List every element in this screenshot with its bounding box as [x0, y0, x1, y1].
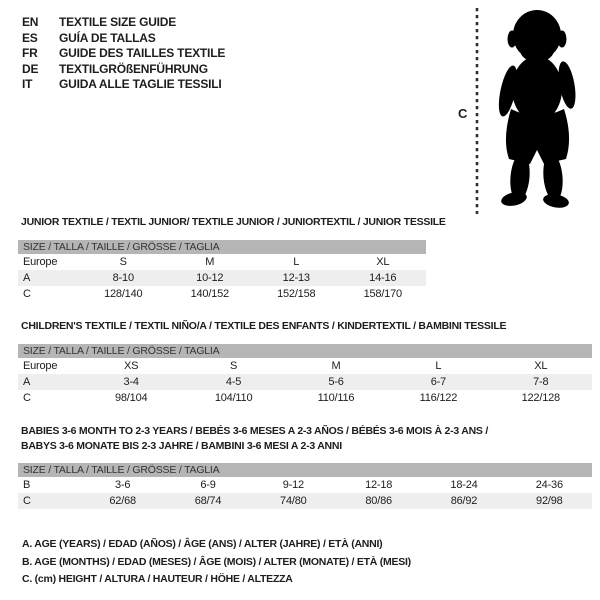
size-value-cell: XL: [376, 256, 390, 268]
size-value-cell: 68/74: [165, 493, 250, 509]
size-header-bar: SIZE / TALLA / TAILLE / GRÖSSE / TAGLIA: [18, 344, 592, 358]
size-value-cell: M: [205, 256, 215, 268]
size-value-cell: 128/140: [104, 288, 143, 300]
junior-size-table: [18, 254, 426, 302]
size-value-cell: L: [435, 360, 442, 372]
size-value-cell: 3-4: [80, 374, 182, 390]
size-value-cell: 18-24: [450, 479, 478, 491]
size-header-bar: SIZE / TALLA / TAILLE / GRÖSSE / TAGLIA: [18, 240, 426, 254]
row-label: B: [23, 479, 31, 491]
language-title-list: [22, 15, 225, 93]
size-value-cell: S: [230, 360, 238, 372]
size-value-cell: S: [119, 256, 127, 268]
language-code: IT: [22, 77, 33, 91]
row-label: Europe: [23, 360, 58, 372]
children-size-table: [18, 358, 592, 406]
note-height-cm: C. (cm) HEIGHT / ALTURA / HAUTEUR / HÖHE / ALTEZZA: [22, 573, 293, 585]
table-row: [18, 286, 426, 302]
language-code: EN: [22, 15, 39, 29]
size-value-cell: 6-9: [200, 479, 216, 491]
size-value-cell: 4-5: [182, 374, 284, 390]
table-row: [18, 254, 426, 270]
size-value-cell: 86/92: [421, 493, 506, 509]
junior-textile-section: [18, 216, 446, 302]
section-title: CHILDREN'S TEXTILE / TEXTIL NIÑO/A / TEXTILE DES ENFANTS / KINDERTEXTIL / BAMBINI TESSILE: [21, 320, 507, 332]
size-value-cell: 152/158: [277, 288, 316, 300]
size-value-cell: 12-13: [253, 270, 340, 286]
size-value-cell: 9-12: [282, 479, 304, 491]
size-value-cell: 74/80: [251, 493, 336, 509]
list-item: [22, 15, 225, 31]
row-label: A: [18, 270, 80, 286]
table-row: [18, 374, 592, 390]
size-value-cell: 62/68: [80, 493, 165, 509]
size-value-cell: 158/170: [363, 288, 402, 300]
section-title: BABIES 3-6 MONTH TO 2-3 YEARS / BEBÉS 3-6 MESES A 2-3 AÑOS / BÉBÉS 3-6 MOIS À 2-3 ANS /: [21, 425, 489, 437]
list-item: [22, 46, 225, 62]
row-label: C: [23, 392, 31, 404]
size-value-cell: 10-12: [167, 270, 254, 286]
table-row: [18, 358, 592, 374]
guide-title: TEXTILE SIZE GUIDE: [59, 15, 177, 29]
height-measure-dotted-line: [474, 8, 480, 214]
size-value-cell: M: [331, 360, 341, 372]
size-value-cell: XL: [534, 360, 548, 372]
size-value-cell: 122/128: [521, 392, 560, 404]
note-age-months: B. AGE (MONTHS) / EDAD (MESES) / ÂGE (MOIS) / ALTER (MONATE) / ETÀ (MESI): [22, 555, 411, 568]
guide-title: GUIDA ALLE TAGLIE TESSILI: [59, 77, 222, 91]
list-item: [22, 77, 225, 93]
list-item: [22, 62, 225, 78]
legend-notes: [22, 536, 411, 589]
baby-silhouette-icon: [484, 9, 594, 209]
size-value-cell: 6-7: [387, 374, 489, 390]
size-value-cell: 80/86: [336, 493, 421, 509]
guide-title: GUÍA DE TALLAS: [59, 30, 156, 45]
size-value-cell: 5-6: [285, 374, 387, 390]
size-value-cell: 24-36: [535, 479, 563, 491]
size-value-cell: L: [293, 256, 300, 268]
children-textile-section: [18, 320, 592, 406]
babies-size-table: [18, 477, 592, 509]
row-label: C: [23, 288, 31, 300]
size-value-cell: 110/116: [317, 392, 355, 404]
size-value-cell: 3-6: [115, 479, 131, 491]
note-age-years: A. AGE (YEARS) / EDAD (AÑOS) / ÂGE (ANS) / ALTER (JAHRE) / ETÀ (ANNI): [22, 538, 383, 550]
table-row: [18, 270, 426, 286]
size-value-cell: 104/110: [214, 392, 253, 404]
size-value-cell: 140/152: [190, 288, 229, 300]
guide-title: GUIDE DES TAILLES TEXTILE: [59, 46, 226, 60]
row-label: Europe: [23, 256, 58, 268]
babies-textile-section: [18, 424, 592, 509]
language-code: ES: [22, 30, 38, 45]
language-code: DE: [22, 61, 39, 76]
table-row: [18, 477, 592, 493]
row-label: C: [18, 493, 80, 509]
size-header-bar: SIZE / TALLA / TAILLE / GRÖSSE / TAGLIA: [18, 463, 592, 477]
row-label: A: [18, 374, 80, 390]
height-measure-figure: [450, 5, 600, 220]
size-value-cell: XS: [124, 360, 139, 372]
table-row: [18, 390, 592, 406]
table-row: [18, 493, 592, 509]
height-measure-label: C: [458, 106, 468, 121]
size-value-cell: 92/98: [507, 493, 592, 509]
section-title-line2: BABYS 3-6 MONATE BIS 2-3 JAHRE / BAMBINI 3-6 MESI A 2-3 ANNI: [21, 440, 342, 452]
size-value-cell: 7-8: [490, 374, 592, 390]
size-value-cell: 14-16: [340, 270, 427, 286]
guide-title: TEXTILGRÖßENFÜHRUNG: [59, 61, 208, 76]
size-value-cell: 12-18: [365, 479, 393, 491]
size-value-cell: 98/104: [114, 392, 148, 404]
language-code: FR: [22, 46, 38, 60]
section-title: JUNIOR TEXTILE / TEXTIL JUNIOR/ TEXTILE JUNIOR / JUNIORTEXTIL / JUNIOR TESSILE: [21, 216, 446, 228]
size-value-cell: 116/122: [419, 392, 458, 404]
size-value-cell: 8-10: [80, 270, 167, 286]
list-item: [22, 31, 225, 47]
